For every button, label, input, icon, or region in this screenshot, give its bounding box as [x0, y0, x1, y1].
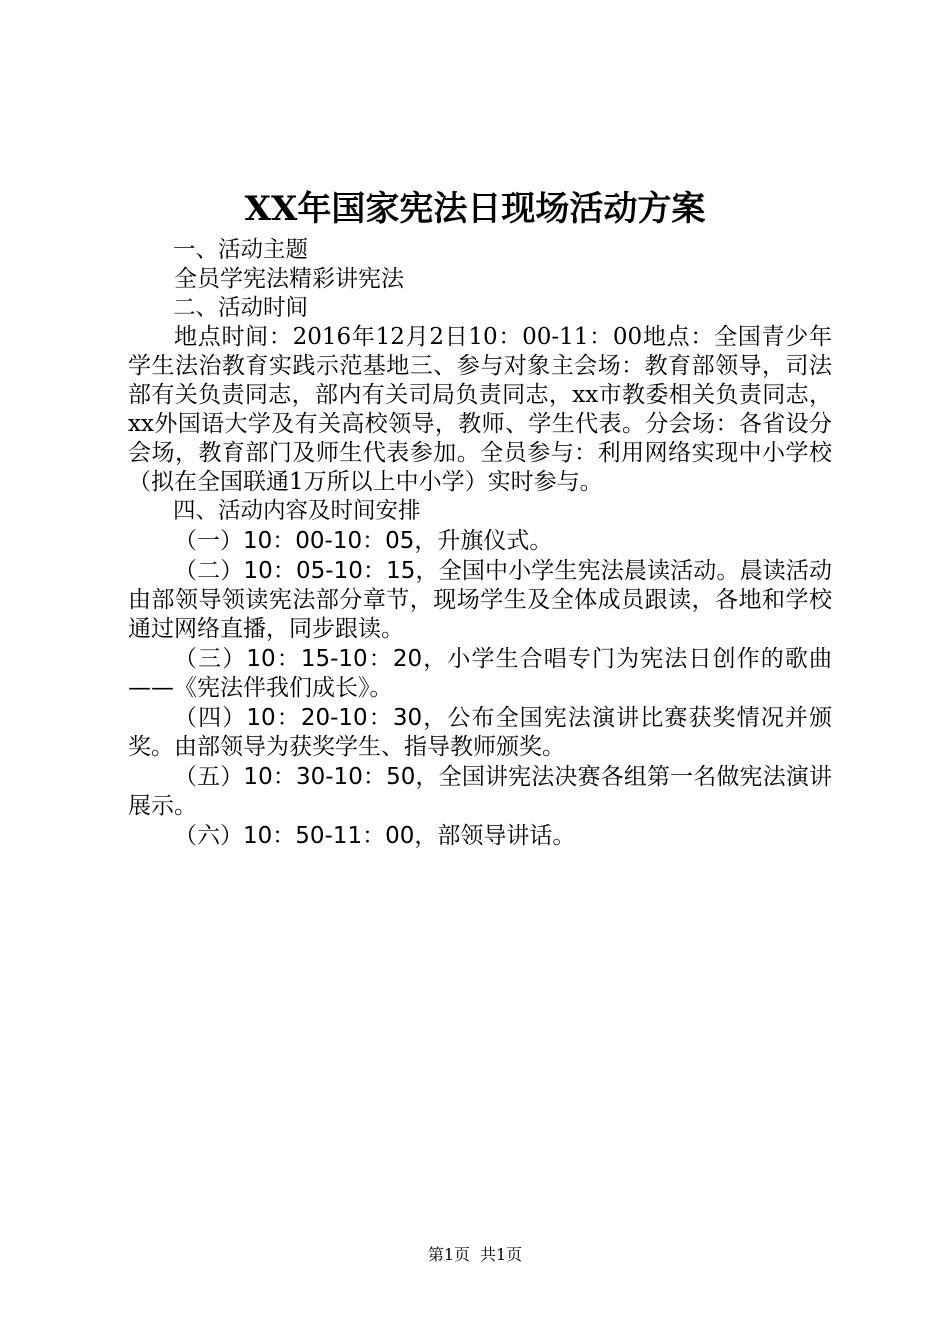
- schedule-item: [128, 704, 832, 762]
- section-heading-schedule: 四、活动内容及时间安排: [173, 498, 421, 524]
- document-body: [128, 236, 832, 851]
- schedule-item-lead: （四）10：20-10：30，公布全国宪法演讲比赛获奖情况并颁奖。: [128, 705, 832, 760]
- schedule-item-lead: （六）10：50-11：00，部领导讲话。: [174, 823, 576, 849]
- section-heading-time: 二、活动时间: [173, 295, 309, 321]
- schedule-item: [128, 822, 832, 851]
- schedule-item: [128, 527, 832, 556]
- theme-text: 全员学宪法精彩讲宪法: [174, 266, 404, 292]
- schedule-item-lead: （一）10：00-10：05，升旗仪式。: [174, 528, 553, 554]
- schedule-item-lead: （五）10：30-10：50，全国讲宪法决赛各组第一名做宪法演讲展示。: [128, 764, 832, 819]
- schedule-item: [128, 645, 832, 703]
- time-location-paragraph: 地点时间：2016年12月2日10：00-11：00地点：全国青少年学生法治教育实践示范基地三、参与对象主会场：教育部领导，司法部有关负责同志，部内有关司局负责同志，xx市教委相关负责同志，xx外国语大学及有关高校领导，教师、学生代表。分会场：各省设分会场，教育部门及师生代表参加。全员参与：利用网络实现中小学校（拟在全国联通1万所以上中小学）实时参与。: [128, 324, 832, 495]
- page-title: XX年国家宪法日现场活动方案: [244, 189, 706, 229]
- page-footer: [0, 1244, 950, 1266]
- page-total: 共1页: [480, 1245, 523, 1264]
- page-number: 第1页: [427, 1245, 470, 1264]
- section-heading-theme: 一、活动主题: [173, 237, 309, 263]
- schedule-item-detail: 晨读活动由部领导领读宪法部分章节，现场学生及全体成员跟读，各地和学校通过网络直播，同步跟读。: [128, 558, 832, 642]
- schedule-item-lead: （三）10：15-10：20，小学生合唱专门为宪法日创作的歌曲——《宪法伴我们成长》。: [128, 646, 832, 701]
- schedule-item: [128, 557, 832, 644]
- schedule-item-lead: （二）10：05-10：15，全国中小学生宪法晨读活动。: [174, 558, 740, 584]
- schedule-item-detail: 由部领导为获奖学生、指导教师颁奖。: [174, 734, 565, 760]
- schedule-item: [128, 763, 832, 821]
